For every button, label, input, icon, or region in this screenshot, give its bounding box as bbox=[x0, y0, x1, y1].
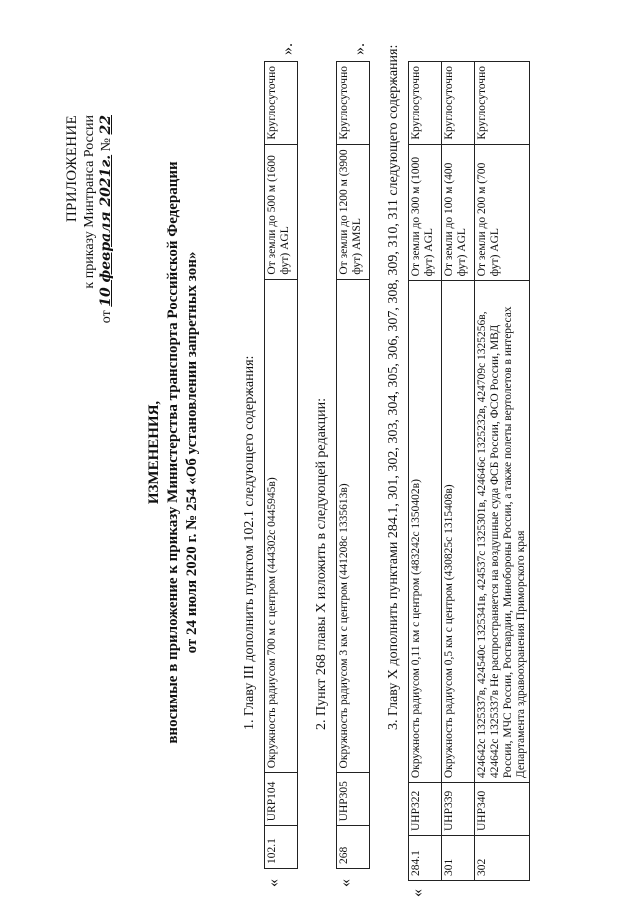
cell-code: URP104 bbox=[265, 773, 298, 826]
cell-code: UHP340 bbox=[475, 783, 530, 836]
doc-heading bbox=[145, 0, 202, 905]
heading-title: ИЗМЕНЕНИЯ, bbox=[146, 400, 162, 505]
quote-open: « bbox=[265, 879, 282, 887]
cell-alt: От земли до 200 м (700 фут) AGL bbox=[475, 144, 530, 281]
cell-alt: От земли до 500 м (1600 фут) AGL bbox=[265, 144, 298, 279]
cell-time: Круглосуточно bbox=[475, 62, 530, 145]
table-section-2 bbox=[336, 61, 370, 869]
table-row bbox=[337, 62, 370, 869]
cell-desc: 424642с 1325337в, 424540с 1325341в, 424537с 1325301в, 424646с 1325232в, 424709с 1325256в, 424642с 1325337в Не распространяется на воздушные суда ФСБ России, ФСО России, МВД России, МЧС России, Росгвардии, Минобороны России, а также полеты вертолетов в интересах Департамента здравоохранения Приморского края bbox=[475, 281, 530, 783]
appendix-block bbox=[64, 115, 115, 323]
cell-code: UHP339 bbox=[442, 783, 475, 836]
cell-num: 302 bbox=[475, 836, 530, 881]
handwritten-number: 22 bbox=[98, 115, 114, 135]
cell-code: UHP305 bbox=[337, 773, 370, 826]
cell-num: 301 bbox=[442, 836, 475, 881]
heading-order-ref: от 24 июля 2020 г. № 254 «Об установлении запретных зон» bbox=[184, 251, 200, 654]
heading-subtitle: вносимые в приложение к приказу Министерства транспорта Российской Федерации bbox=[165, 161, 181, 744]
cell-desc: Окружность радиусом 0,5 км с центром (430825с 1315408в) bbox=[442, 281, 475, 783]
section-1-text: 1. Главу III дополнить пунктом 102.1 следующего содержания: bbox=[242, 355, 257, 730]
cell-desc: Окружность радиусом 0,11 км с центром (483242с 1350402в) bbox=[409, 281, 442, 783]
quote-close: ». bbox=[351, 43, 368, 55]
cell-time: Круглосуточно bbox=[337, 62, 370, 145]
cell-alt: От земли до 100 м (400 фут) AGL bbox=[442, 144, 475, 281]
cell-num: 284.1 bbox=[409, 836, 442, 881]
quote-close: ». bbox=[279, 43, 296, 55]
cell-time: Круглосуточно bbox=[409, 62, 442, 145]
handwritten-date: 10 февраля 2021г. bbox=[98, 154, 114, 307]
table-row bbox=[442, 62, 475, 881]
quote-open: « bbox=[337, 879, 354, 887]
table-row bbox=[475, 62, 530, 881]
cell-desc: Окружность радиусом 3 км с центром (441208с 1335613в) bbox=[337, 279, 370, 773]
appendix-title: ПРИЛОЖЕНИЕ bbox=[64, 115, 80, 223]
quote-open: « bbox=[409, 889, 426, 897]
table-section-1 bbox=[264, 61, 298, 869]
cell-alt: От земли до 300 м (1000 фут) AGL bbox=[409, 144, 442, 281]
cell-time: Круглосуточно bbox=[442, 62, 475, 145]
cell-code: UHP322 bbox=[409, 783, 442, 836]
cell-desc: Окружность радиусом 700 м с центром (444302с 0445945в) bbox=[265, 279, 298, 773]
table-row bbox=[265, 62, 298, 869]
appendix-date-line: от 10 февраля 2021г. № 22 bbox=[98, 115, 114, 324]
table-section-3 bbox=[408, 61, 530, 881]
cell-num: 102.1 bbox=[265, 826, 298, 869]
cell-num: 268 bbox=[337, 826, 370, 869]
cell-alt: От земли до 1200 м (3900 фут) AMSL bbox=[337, 144, 370, 279]
appendix-order-line: к приказу Минтранса России bbox=[82, 115, 97, 289]
section-3-text: 3. Главу X дополнить пунктами 284.1, 301, 302, 303, 304, 305, 306, 307, 308, 309, 310, 311 следующего содержания: bbox=[386, 44, 401, 730]
section-2-text: 2. Пункт 268 главы X изложить в следующей редакции: bbox=[314, 398, 329, 730]
table-row bbox=[409, 62, 442, 881]
cell-time: Круглосуточно bbox=[265, 62, 298, 145]
